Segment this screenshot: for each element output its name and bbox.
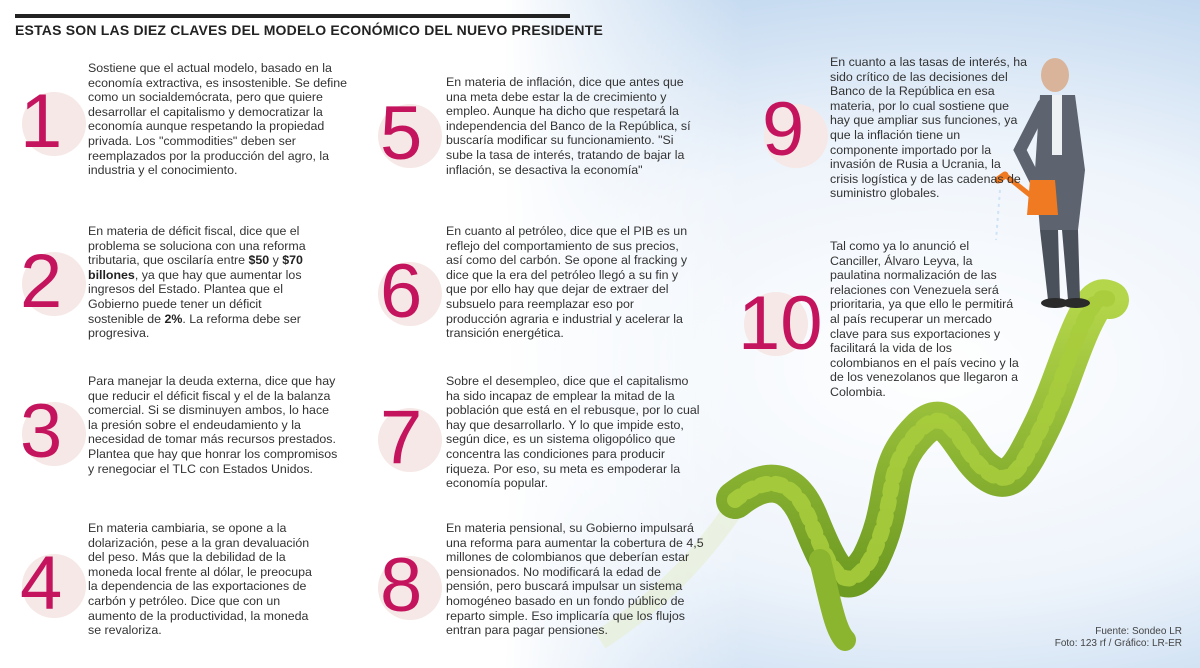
source-line: Fuente: Sondeo LR bbox=[1095, 626, 1182, 637]
key-text: En cuanto a las tasas de interés, ha sido crítico de las decisiones del Banco de la República en esa materia, por lo cual sostiene que hay que ampliar sus funciones, ya que la inflación tiene un componente importado por la invasión de Rusia a Ucrania, la crisis logística y de las cadenas de suministro globales. bbox=[830, 55, 1027, 201]
key-number: 9 bbox=[762, 87, 805, 172]
key-text: Tal como ya lo anunció el Canciller, Álvaro Leyva, la paulatina normalización de las relaciones con Venezuela será prioritaria, ya que ello le permitirá al país recuperar un mercado clave para sus exportaciones y facilitará la vida de los colombianos en el país vecino y la de los venezolanos que llegaron a Colombia. bbox=[830, 239, 1019, 399]
key-text-part: , ya que hay que aumentar los ingresos del Estado. Plantea que el Gobierno puede tener un déficit sostenible de bbox=[88, 267, 302, 326]
key-text bbox=[88, 224, 318, 341]
key-number: 8 bbox=[380, 543, 423, 628]
key-number: 5 bbox=[380, 91, 423, 176]
key-text-part: . La reforma debe ser progresiva. bbox=[88, 311, 301, 341]
key-number: 3 bbox=[20, 389, 63, 474]
key-text: Para manejar la deuda externa, dice que hay que reducir el déficit fiscal y el de la balanza comercial. Si se disminuyen ambos, lo hace la presión sobre el endeudamiento y la necesidad de tomar más recursos prestados. Plantea que hay que honrar los compromisos y renegociar el TLC con Estados Unidos. bbox=[88, 374, 338, 476]
key-number: 4 bbox=[20, 541, 63, 626]
key-text: Sobre el desempleo, dice que el capitalismo ha sido incapaz de emplear la mitad de la población que está en el rebusque, por lo cual hay que desarrollarlo. Y lo que impide esto, según dice, es un sistema oligopólico que concentra las condiciones para producir riqueza. Por eso, su meta es empoderar la economía popular. bbox=[446, 374, 700, 491]
amount-high: $70 billones bbox=[88, 253, 303, 282]
key-number: 10 bbox=[738, 281, 823, 366]
deficit-value: 2% bbox=[164, 311, 183, 326]
credits-line: Foto: 123 rf / Gráfico: LR-ER bbox=[1054, 638, 1182, 649]
key-text: En materia pensional, su Gobierno impulsará una reforma para aumentar la cobertura de 4,5 millones de colombianos que deberían estar pensionados. No modificará la edad de pensión, pero buscará impulsar un sistema homogéneo basado en un fondo público de reparto simple. Eso implicaría que los flujos entran para pagar pensiones. bbox=[446, 521, 704, 638]
key-text: En materia de inflación, dice que antes que una meta debe estar la de crecimiento y empleo. Aunque ha dicho que respetará la independencia del Banco de la República, sí buscaría modificar su funcionamiento. "Si sube la tasa de interés, tratando de bajar la inflación, se desactiva la economía" bbox=[446, 75, 691, 177]
key-text-part: y bbox=[269, 253, 283, 268]
key-text-part: En materia de déficit fiscal, dice que el problema se soluciona con una reforma tributaria, que oscilaría entre bbox=[88, 224, 306, 268]
page-title: ESTAS SON LAS DIEZ CLAVES DEL MODELO ECONÓMICO DEL NUEVO PRESIDENTE bbox=[15, 22, 603, 38]
title-rule bbox=[15, 14, 570, 18]
key-text: Sostiene que el actual modelo, basado en la economía extractiva, es insostenible. Se define como un socialdemócrata, pero que quiere desarrollar el capitalismo y democratizar la economía aunque respetando la propiedad privada. Los "commodities" deben ser reemplazados por la producción del agro, la industria y el conocimiento. bbox=[88, 61, 347, 178]
key-text: En cuanto al petróleo, dice que el PIB es un reflejo del comportamiento de sus precios, así como del carbón. Se opone al fracking y dice que la era del petróleo llegó a su fin y que por ello hay que dejar de extraer del subsuelo para reemplazar eso por producción agraria e industrial y acelerar la transición energética. bbox=[446, 224, 688, 341]
amount-low: $50 bbox=[248, 253, 270, 268]
key-number: 2 bbox=[20, 239, 63, 324]
key-text: En materia cambiaria, se opone a la dolarización, pese a la gran devaluación del peso. Más que la debilidad de la moneda local frente al dólar, le preocupa la dependencia de las exportaciones de carbón y petróleo. Dice que con un aumento de la productividad, la moneda se revaloriza. bbox=[88, 521, 312, 638]
key-number: 7 bbox=[380, 395, 423, 480]
key-number: 6 bbox=[380, 249, 423, 334]
key-number: 1 bbox=[20, 79, 63, 164]
source-credits bbox=[1055, 626, 1182, 650]
